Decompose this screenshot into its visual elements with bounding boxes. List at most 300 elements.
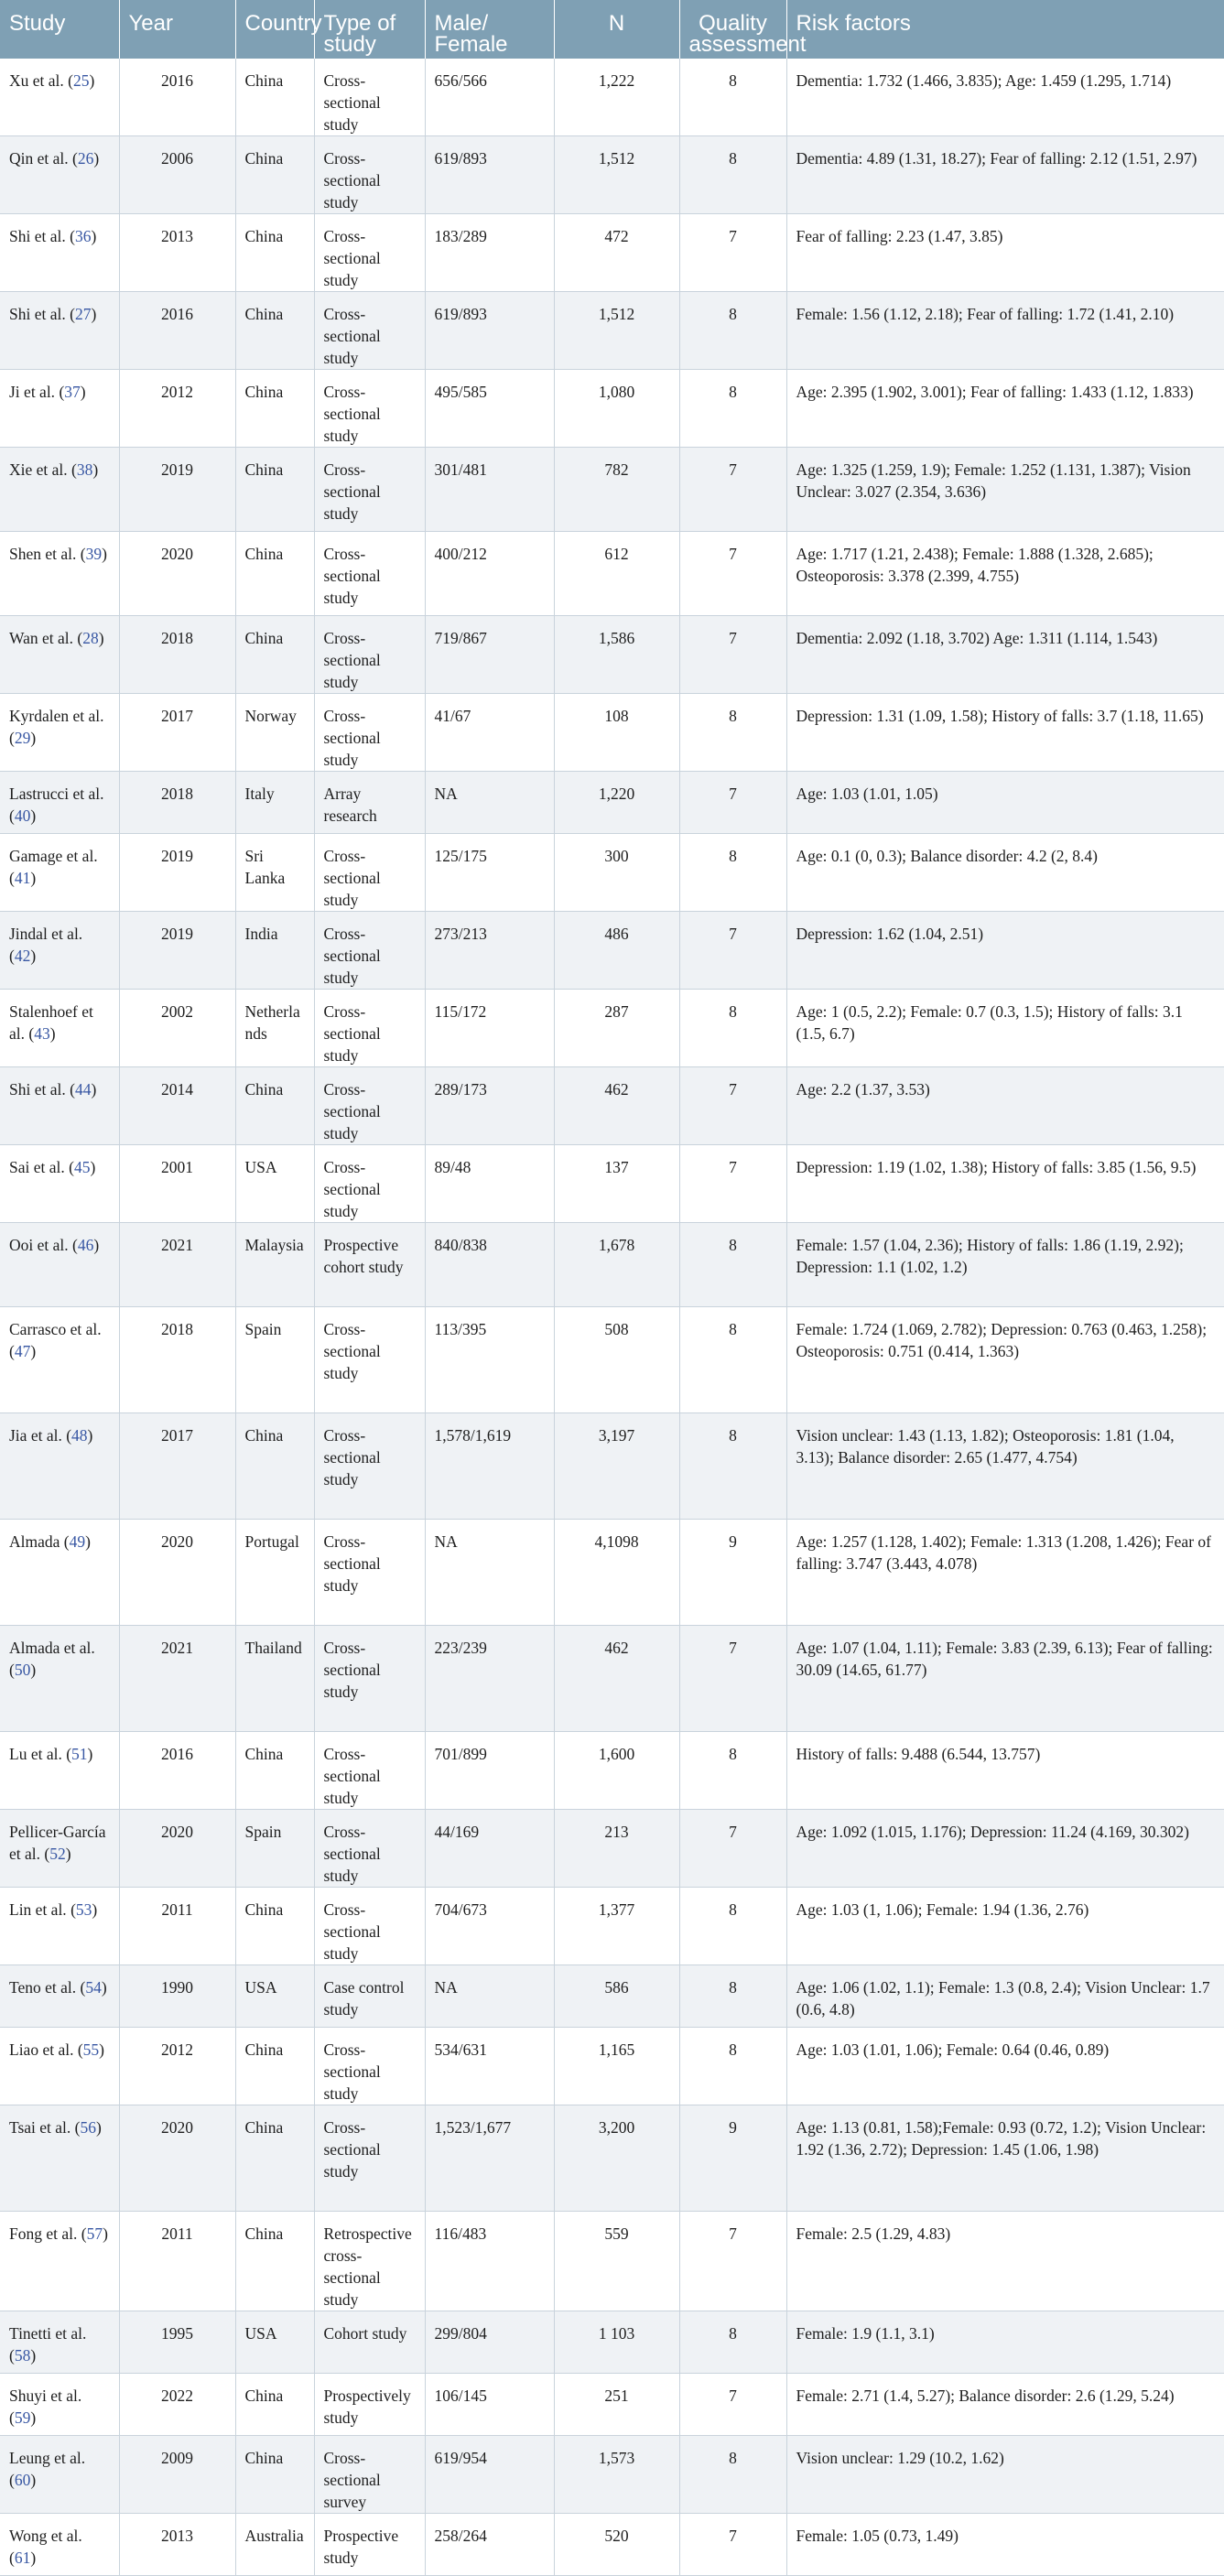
- cell-country: USA: [235, 1145, 314, 1223]
- table-row: [0, 2514, 1224, 2576]
- cell-country: China: [235, 292, 314, 370]
- table-row: [0, 1307, 1224, 1413]
- cell-study: Jindal et al. (42): [0, 912, 119, 990]
- study-name: Qin et al.: [9, 149, 69, 168]
- cell-type-of-study: Cross-sectional study: [314, 912, 425, 990]
- cell-risk-factors: Female: 1.9 (1.1, 3.1): [786, 2311, 1224, 2374]
- cell-risk-factors: Female: 2.5 (1.29, 4.83): [786, 2212, 1224, 2311]
- study-name: Shen et al.: [9, 545, 77, 563]
- cell-male-female: 400/212: [425, 532, 554, 616]
- cell-country: India: [235, 912, 314, 990]
- cell-year: 2013: [119, 2514, 235, 2576]
- study-name: Carrasco et al.: [9, 1320, 102, 1338]
- reference-link[interactable]: 37: [64, 383, 81, 401]
- cell-male-female: 1,578/1,619: [425, 1413, 554, 1520]
- table-row: [0, 2311, 1224, 2374]
- header-risk-factors: Risk factors: [786, 0, 1224, 59]
- cell-n: 3,197: [554, 1413, 679, 1520]
- reference-link[interactable]: 26: [77, 149, 94, 168]
- cell-quality-assessment: 8: [679, 834, 786, 912]
- cell-n: 1,165: [554, 2028, 679, 2105]
- reference-link[interactable]: 60: [14, 2471, 31, 2489]
- cell-type-of-study: Cross-sectional study: [314, 292, 425, 370]
- cell-year: 2020: [119, 1810, 235, 1888]
- cell-year: 2018: [119, 1307, 235, 1413]
- cell-risk-factors: Fear of falling: 2.23 (1.47, 3.85): [786, 214, 1224, 292]
- cell-quality-assessment: 9: [679, 1520, 786, 1626]
- cell-country: China: [235, 59, 314, 136]
- cell-n: 1,600: [554, 1732, 679, 1810]
- cell-country: Spain: [235, 1810, 314, 1888]
- cell-male-female: 289/173: [425, 1067, 554, 1145]
- cell-n: 1,512: [554, 136, 679, 214]
- cell-study: Shi et al. (27): [0, 292, 119, 370]
- cell-country: China: [235, 2374, 314, 2436]
- header-year: Year: [119, 0, 235, 59]
- cell-type-of-study: Cross-sectional study: [314, 1626, 425, 1732]
- reference-link[interactable]: 40: [14, 806, 31, 825]
- cell-quality-assessment: 8: [679, 292, 786, 370]
- cell-risk-factors: Female: 2.71 (1.4, 5.27); Balance disorder: 2.6 (1.29, 5.24): [786, 2374, 1224, 2436]
- table-row: [0, 912, 1224, 990]
- cell-country: China: [235, 532, 314, 616]
- cell-country: Australia: [235, 2514, 314, 2576]
- cell-country: China: [235, 616, 314, 694]
- cell-n: 1,080: [554, 370, 679, 448]
- cell-n: 1,678: [554, 1223, 679, 1307]
- reference-link[interactable]: 50: [14, 1661, 31, 1679]
- table-row: [0, 448, 1224, 532]
- cell-risk-factors: Age: 1.13 (0.81, 1.58);Female: 0.93 (0.72, 1.2); Vision Unclear: 1.92 (1.36, 2.72); Depression: 1.45 (1.06, 1.98): [786, 2105, 1224, 2212]
- study-name: Shi et al.: [9, 1080, 66, 1099]
- study-name: Sai et al.: [9, 1158, 65, 1176]
- cell-year: 2002: [119, 990, 235, 1067]
- cell-male-female: 619/893: [425, 292, 554, 370]
- cell-n: 1,512: [554, 292, 679, 370]
- cell-male-female: 223/239: [425, 1626, 554, 1732]
- reference-link[interactable]: 38: [76, 460, 93, 479]
- cell-risk-factors: Dementia: 4.89 (1.31, 18.27); Fear of falling: 2.12 (1.51, 2.97): [786, 136, 1224, 214]
- cell-year: 2011: [119, 1888, 235, 1965]
- cell-year: 2013: [119, 214, 235, 292]
- cell-type-of-study: Cross-sectional study: [314, 694, 425, 772]
- cell-n: 1,222: [554, 59, 679, 136]
- study-name: Jindal et al.: [9, 925, 83, 943]
- cell-n: 108: [554, 694, 679, 772]
- table-row: [0, 370, 1224, 448]
- reference-link[interactable]: 45: [73, 1158, 91, 1176]
- reference-link[interactable]: 51: [71, 1745, 88, 1763]
- reference-link[interactable]: 46: [77, 1236, 94, 1254]
- cell-year: 2014: [119, 1067, 235, 1145]
- cell-study: Pellicer-García et al. (52): [0, 1810, 119, 1888]
- study-name: Wong et al.: [9, 2527, 82, 2545]
- table-row: [0, 1067, 1224, 1145]
- cell-year: 2006: [119, 136, 235, 214]
- reference-link[interactable]: 25: [72, 71, 90, 90]
- cell-n: 213: [554, 1810, 679, 1888]
- cell-risk-factors: Age: 2.395 (1.902, 3.001); Fear of falling: 1.433 (1.12, 1.833): [786, 370, 1224, 448]
- study-name: Ji et al.: [9, 383, 56, 401]
- cell-quality-assessment: 7: [679, 2212, 786, 2311]
- cell-country: Malaysia: [235, 1223, 314, 1307]
- cell-type-of-study: Cohort study: [314, 2311, 425, 2374]
- cell-year: 2019: [119, 448, 235, 532]
- cell-male-female: 301/481: [425, 448, 554, 532]
- cell-year: 2018: [119, 772, 235, 834]
- study-name: Lu et al.: [9, 1745, 62, 1763]
- cell-type-of-study: Cross-sectional study: [314, 990, 425, 1067]
- cell-risk-factors: Age: 1.07 (1.04, 1.11); Female: 3.83 (2.39, 6.13); Fear of falling: 30.09 (14.65, 61.77): [786, 1626, 1224, 1732]
- cell-type-of-study: Cross-sectional study: [314, 136, 425, 214]
- cell-study: Qin et al. (26): [0, 136, 119, 214]
- cell-country: Netherlands: [235, 990, 314, 1067]
- reference-link[interactable]: 59: [14, 2408, 31, 2427]
- table-row: [0, 694, 1224, 772]
- study-name: Fong et al.: [9, 2224, 78, 2243]
- cell-male-female: 619/954: [425, 2436, 554, 2514]
- cell-risk-factors: Age: 1.03 (1, 1.06); Female: 1.94 (1.36, 2.76): [786, 1888, 1224, 1965]
- cell-male-female: 258/264: [425, 2514, 554, 2576]
- study-name: Lin et al.: [9, 1900, 67, 1919]
- study-name: Tinetti et al.: [9, 2324, 87, 2343]
- cell-type-of-study: Cross-sectional study: [314, 1732, 425, 1810]
- table-row: [0, 990, 1224, 1067]
- cell-year: 2016: [119, 292, 235, 370]
- cell-study: Lastrucci et al. (40): [0, 772, 119, 834]
- table-row: [0, 1965, 1224, 2028]
- cell-n: 251: [554, 2374, 679, 2436]
- cell-quality-assessment: 8: [679, 2311, 786, 2374]
- cell-risk-factors: Age: 1.03 (1.01, 1.05): [786, 772, 1224, 834]
- cell-type-of-study: Prospective study: [314, 2514, 425, 2576]
- reference-link[interactable]: 58: [14, 2346, 31, 2365]
- table-row: [0, 1732, 1224, 1810]
- cell-risk-factors: Age: 0.1 (0, 0.3); Balance disorder: 4.2 (2, 8.4): [786, 834, 1224, 912]
- cell-study: Wan et al. (28): [0, 616, 119, 694]
- cell-n: 1,220: [554, 772, 679, 834]
- reference-link[interactable]: 56: [80, 2118, 96, 2137]
- cell-type-of-study: Prospectively study: [314, 2374, 425, 2436]
- cell-quality-assessment: 7: [679, 1810, 786, 1888]
- cell-male-female: 534/631: [425, 2028, 554, 2105]
- header-row: [0, 0, 1224, 59]
- study-name: Lastrucci et al.: [9, 785, 104, 803]
- cell-risk-factors: Age: 1.03 (1.01, 1.06); Female: 0.64 (0.46, 0.89): [786, 2028, 1224, 2105]
- cell-risk-factors: Depression: 1.19 (1.02, 1.38); History of falls: 3.85 (1.56, 9.5): [786, 1145, 1224, 1223]
- study-name: Leung et al.: [9, 2449, 86, 2467]
- cell-n: 472: [554, 214, 679, 292]
- cell-male-female: 1,523/1,677: [425, 2105, 554, 2212]
- cell-year: 2020: [119, 1520, 235, 1626]
- cell-country: China: [235, 2028, 314, 2105]
- reference-link[interactable]: 49: [69, 1532, 86, 1551]
- table-row: [0, 1145, 1224, 1223]
- cell-type-of-study: Cross-sectional study: [314, 1520, 425, 1626]
- cell-country: China: [235, 2105, 314, 2212]
- cell-risk-factors: Vision unclear: 1.29 (10.2, 1.62): [786, 2436, 1224, 2514]
- reference-link[interactable]: 41: [14, 869, 31, 887]
- reference-link[interactable]: 36: [74, 227, 92, 245]
- reference-link[interactable]: 54: [85, 1978, 102, 1997]
- cell-type-of-study: Cross-sectional study: [314, 1810, 425, 1888]
- cell-quality-assessment: 8: [679, 694, 786, 772]
- cell-n: 1,586: [554, 616, 679, 694]
- cell-year: 1990: [119, 1965, 235, 2028]
- cell-type-of-study: Cross-sectional study: [314, 59, 425, 136]
- reference-link[interactable]: 28: [82, 629, 99, 647]
- header-quality-assessment: Quality assessment: [679, 0, 786, 59]
- cell-year: 2009: [119, 2436, 235, 2514]
- reference-link[interactable]: 47: [14, 1342, 31, 1360]
- cell-risk-factors: History of falls: 9.488 (6.544, 13.757): [786, 1732, 1224, 1810]
- cell-male-female: 701/899: [425, 1732, 554, 1810]
- cell-risk-factors: Age: 1.717 (1.21, 2.438); Female: 1.888 (1.328, 2.685); Osteoporosis: 3.378 (2.399, 4.755): [786, 532, 1224, 616]
- study-name: Shi et al.: [9, 227, 66, 245]
- cell-male-female: 116/483: [425, 2212, 554, 2311]
- cell-quality-assessment: 8: [679, 1413, 786, 1520]
- cell-n: 462: [554, 1067, 679, 1145]
- table-row: [0, 834, 1224, 912]
- cell-country: China: [235, 2436, 314, 2514]
- cell-study: Shi et al. (44): [0, 1067, 119, 1145]
- cell-male-female: 44/169: [425, 1810, 554, 1888]
- cell-quality-assessment: 7: [679, 772, 786, 834]
- reference-link[interactable]: 57: [86, 2224, 103, 2243]
- cell-study: Ji et al. (37): [0, 370, 119, 448]
- reference-link[interactable]: 52: [49, 1845, 66, 1863]
- cell-year: 2011: [119, 2212, 235, 2311]
- cell-study: Xie et al. (38): [0, 448, 119, 532]
- table-row: [0, 292, 1224, 370]
- cell-quality-assessment: 8: [679, 370, 786, 448]
- study-name: Jia et al.: [9, 1426, 62, 1445]
- cell-country: USA: [235, 1965, 314, 2028]
- study-name: Wan et al.: [9, 629, 74, 647]
- table-row: [0, 1223, 1224, 1307]
- cell-risk-factors: Female: 1.56 (1.12, 2.18); Fear of falling: 1.72 (1.41, 2.10): [786, 292, 1224, 370]
- study-name: Stalenhoef et al.: [9, 1002, 93, 1043]
- cell-quality-assessment: 7: [679, 616, 786, 694]
- table-row: [0, 1888, 1224, 1965]
- cell-country: Italy: [235, 772, 314, 834]
- cell-n: 462: [554, 1626, 679, 1732]
- reference-link[interactable]: 61: [14, 2549, 31, 2567]
- cell-type-of-study: Prospective cohort study: [314, 1223, 425, 1307]
- cell-year: 2021: [119, 1626, 235, 1732]
- cell-n: 559: [554, 2212, 679, 2311]
- study-name: Xu et al.: [9, 71, 64, 90]
- cell-risk-factors: Depression: 1.31 (1.09, 1.58); History of falls: 3.7 (1.18, 11.65): [786, 694, 1224, 772]
- cell-study: Leung et al. (60): [0, 2436, 119, 2514]
- cell-year: 2016: [119, 1732, 235, 1810]
- cell-n: 520: [554, 2514, 679, 2576]
- cell-male-female: 273/213: [425, 912, 554, 990]
- cell-risk-factors: Dementia: 1.732 (1.466, 3.835); Age: 1.459 (1.295, 1.714): [786, 59, 1224, 136]
- cell-year: 2020: [119, 2105, 235, 2212]
- cell-type-of-study: Cross-sectional study: [314, 370, 425, 448]
- cell-country: China: [235, 1067, 314, 1145]
- table-row: [0, 2028, 1224, 2105]
- table-row: [0, 2374, 1224, 2436]
- cell-male-female: 704/673: [425, 1888, 554, 1965]
- cell-quality-assessment: 7: [679, 912, 786, 990]
- cell-quality-assessment: 7: [679, 1626, 786, 1732]
- reference-link[interactable]: 53: [75, 1900, 92, 1919]
- reference-link[interactable]: 43: [34, 1024, 50, 1043]
- cell-type-of-study: Cross-sectional study: [314, 2105, 425, 2212]
- cell-study: Gamage et al. (41): [0, 834, 119, 912]
- cell-male-female: 719/867: [425, 616, 554, 694]
- cell-country: USA: [235, 2311, 314, 2374]
- cell-n: 508: [554, 1307, 679, 1413]
- cell-type-of-study: Cross-sectional survey: [314, 2436, 425, 2514]
- cell-type-of-study: Cross-sectional study: [314, 214, 425, 292]
- cell-male-female: 125/175: [425, 834, 554, 912]
- study-name: Shi et al.: [9, 305, 66, 323]
- cell-country: China: [235, 2212, 314, 2311]
- reference-link[interactable]: 44: [74, 1080, 92, 1099]
- cell-n: 137: [554, 1145, 679, 1223]
- cell-study: Shi et al. (36): [0, 214, 119, 292]
- table-row: [0, 1810, 1224, 1888]
- cell-quality-assessment: 7: [679, 1145, 786, 1223]
- cell-country: China: [235, 448, 314, 532]
- cell-country: Sri Lanka: [235, 834, 314, 912]
- cell-n: 586: [554, 1965, 679, 2028]
- cell-study: Lin et al. (53): [0, 1888, 119, 1965]
- reference-link[interactable]: 48: [71, 1426, 88, 1445]
- table-row: [0, 2436, 1224, 2514]
- cell-study: Jia et al. (48): [0, 1413, 119, 1520]
- cell-year: 2022: [119, 2374, 235, 2436]
- cell-study: Tsai et al. (56): [0, 2105, 119, 2212]
- study-name: Tsai et al.: [9, 2118, 71, 2137]
- cell-study: Almada et al. (50): [0, 1626, 119, 1732]
- header-country: Country: [235, 0, 314, 59]
- cell-year: 2020: [119, 532, 235, 616]
- cell-male-female: 113/395: [425, 1307, 554, 1413]
- cell-country: China: [235, 214, 314, 292]
- reference-link[interactable]: 42: [14, 947, 31, 965]
- cell-risk-factors: Female: 1.05 (0.73, 1.49): [786, 2514, 1224, 2576]
- cell-quality-assessment: 8: [679, 1732, 786, 1810]
- cell-male-female: NA: [425, 1965, 554, 2028]
- cell-n: 300: [554, 834, 679, 912]
- cell-n: 4,1098: [554, 1520, 679, 1626]
- cell-type-of-study: Cross-sectional study: [314, 448, 425, 532]
- cell-quality-assessment: 8: [679, 1888, 786, 1965]
- cell-type-of-study: Cross-sectional study: [314, 532, 425, 616]
- study-name: Almada: [9, 1532, 60, 1551]
- cell-quality-assessment: 8: [679, 136, 786, 214]
- cell-study: Teno et al. (54): [0, 1965, 119, 2028]
- cell-male-female: NA: [425, 1520, 554, 1626]
- cell-n: 1,377: [554, 1888, 679, 1965]
- cell-country: China: [235, 1413, 314, 1520]
- cell-risk-factors: Age: 1.092 (1.015, 1.176); Depression: 11.24 (4.169, 30.302): [786, 1810, 1224, 1888]
- cell-year: 2019: [119, 834, 235, 912]
- reference-link[interactable]: 27: [74, 305, 92, 323]
- cell-n: 486: [554, 912, 679, 990]
- table-row: [0, 59, 1224, 136]
- cell-study: Wong et al. (61): [0, 2514, 119, 2576]
- cell-year: 2012: [119, 2028, 235, 2105]
- cell-male-female: 299/804: [425, 2311, 554, 2374]
- table-row: [0, 2105, 1224, 2212]
- cell-type-of-study: Cross-sectional study: [314, 2028, 425, 2105]
- table-row: [0, 772, 1224, 834]
- cell-study: Lu et al. (51): [0, 1732, 119, 1810]
- cell-quality-assessment: 7: [679, 2514, 786, 2576]
- cell-year: 2018: [119, 616, 235, 694]
- reference-link[interactable]: 29: [14, 729, 31, 747]
- cell-risk-factors: Age: 1 (0.5, 2.2); Female: 0.7 (0.3, 1.5); History of falls: 3.1 (1.5, 6.7): [786, 990, 1224, 1067]
- cell-country: China: [235, 1888, 314, 1965]
- cell-male-female: 495/585: [425, 370, 554, 448]
- cell-n: 1 103: [554, 2311, 679, 2374]
- cell-study: Carrasco et al. (47): [0, 1307, 119, 1413]
- cell-year: 1995: [119, 2311, 235, 2374]
- cell-male-female: 656/566: [425, 59, 554, 136]
- table-row: [0, 532, 1224, 616]
- reference-link[interactable]: 55: [82, 2040, 100, 2059]
- cell-quality-assessment: 7: [679, 532, 786, 616]
- cell-risk-factors: Female: 1.724 (1.069, 2.782); Depression: 0.763 (0.463, 1.258); Osteoporosis: 0.751 (0.414, 1.363): [786, 1307, 1224, 1413]
- cell-country: China: [235, 136, 314, 214]
- table-row: [0, 136, 1224, 214]
- cell-quality-assessment: 8: [679, 59, 786, 136]
- cell-type-of-study: Cross-sectional study: [314, 834, 425, 912]
- cell-country: China: [235, 370, 314, 448]
- cell-study: Almada (49): [0, 1520, 119, 1626]
- cell-quality-assessment: 9: [679, 2105, 786, 2212]
- reference-link[interactable]: 39: [85, 545, 103, 563]
- cell-risk-factors: Age: 2.2 (1.37, 3.53): [786, 1067, 1224, 1145]
- table-row: [0, 2212, 1224, 2311]
- cell-quality-assessment: 7: [679, 2374, 786, 2436]
- cell-year: 2021: [119, 1223, 235, 1307]
- cell-quality-assessment: 8: [679, 2028, 786, 2105]
- cell-year: 2017: [119, 1413, 235, 1520]
- cell-year: 2001: [119, 1145, 235, 1223]
- table-body: [0, 59, 1224, 2576]
- cell-male-female: 840/838: [425, 1223, 554, 1307]
- cell-quality-assessment: 8: [679, 1307, 786, 1413]
- cell-type-of-study: Cross-sectional study: [314, 1145, 425, 1223]
- cell-quality-assessment: 8: [679, 990, 786, 1067]
- cell-n: 782: [554, 448, 679, 532]
- cell-year: 2019: [119, 912, 235, 990]
- cell-quality-assessment: 7: [679, 214, 786, 292]
- cell-n: 287: [554, 990, 679, 1067]
- cell-n: 1,573: [554, 2436, 679, 2514]
- cell-n: 612: [554, 532, 679, 616]
- cell-risk-factors: Age: 1.325 (1.259, 1.9); Female: 1.252 (1.131, 1.387); Vision Unclear: 3.027 (2.354, 3.636): [786, 448, 1224, 532]
- cell-male-female: 115/172: [425, 990, 554, 1067]
- cell-type-of-study: Cross-sectional study: [314, 1307, 425, 1413]
- cell-type-of-study: Cross-sectional study: [314, 1888, 425, 1965]
- cell-male-female: 183/289: [425, 214, 554, 292]
- cell-quality-assessment: 7: [679, 1067, 786, 1145]
- cell-study: Sai et al. (45): [0, 1145, 119, 1223]
- cell-male-female: NA: [425, 772, 554, 834]
- cell-quality-assessment: 7: [679, 448, 786, 532]
- cell-male-female: 106/145: [425, 2374, 554, 2436]
- header-n: N: [554, 0, 679, 59]
- cell-type-of-study: Array research: [314, 772, 425, 834]
- study-name: Xie et al.: [9, 460, 68, 479]
